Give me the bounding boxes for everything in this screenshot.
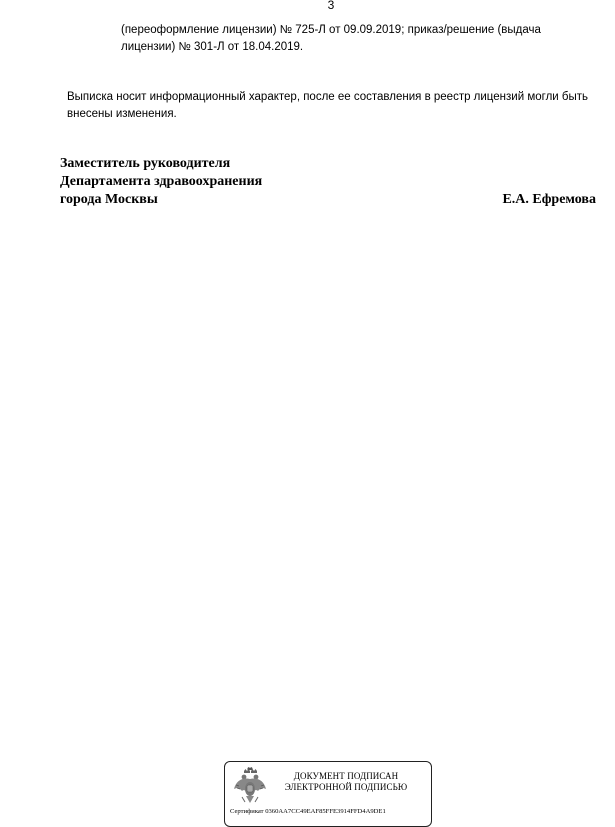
coat-of-arms-icon [232, 767, 268, 805]
stamp-title-line-2: ЭЛЕКТРОННОЙ ПОДПИСЬЮ [284, 782, 408, 792]
signatory-position-line-2: Департамента здравоохранения [60, 174, 263, 189]
page-number: 3 [327, 0, 335, 12]
disclaimer-line-2: внесены изменения. [67, 108, 177, 120]
license-details-line-2: лицензии) № 301-Л от 18.04.2019. [121, 41, 304, 53]
stamp-title [271, 771, 421, 793]
certificate-number: Сертификат 0360AA7CC49EAF85FFE3914FFD4A9DE1 [230, 808, 386, 815]
electronic-signature-stamp [224, 761, 432, 827]
license-details-paragraph [121, 22, 561, 56]
disclaimer-line-1: Выписка носит информационный характер, после ее составления в реестр лицензий могли быть [67, 91, 589, 103]
signatory-position-line-1: Заместитель руководителя [60, 156, 231, 171]
signatory-position-line-3: города Москвы [60, 192, 158, 207]
disclaimer-paragraph [67, 89, 605, 123]
stamp-title-line-1: ДОКУМЕНТ ПОДПИСАН [293, 771, 399, 781]
license-details-line-1: (переоформление лицензии) № 725-Л от 09.09.2019; приказ/решение (выдача [121, 24, 541, 36]
signatory-position [60, 155, 262, 209]
signer-name: Е.А. Ефремова [502, 192, 596, 207]
